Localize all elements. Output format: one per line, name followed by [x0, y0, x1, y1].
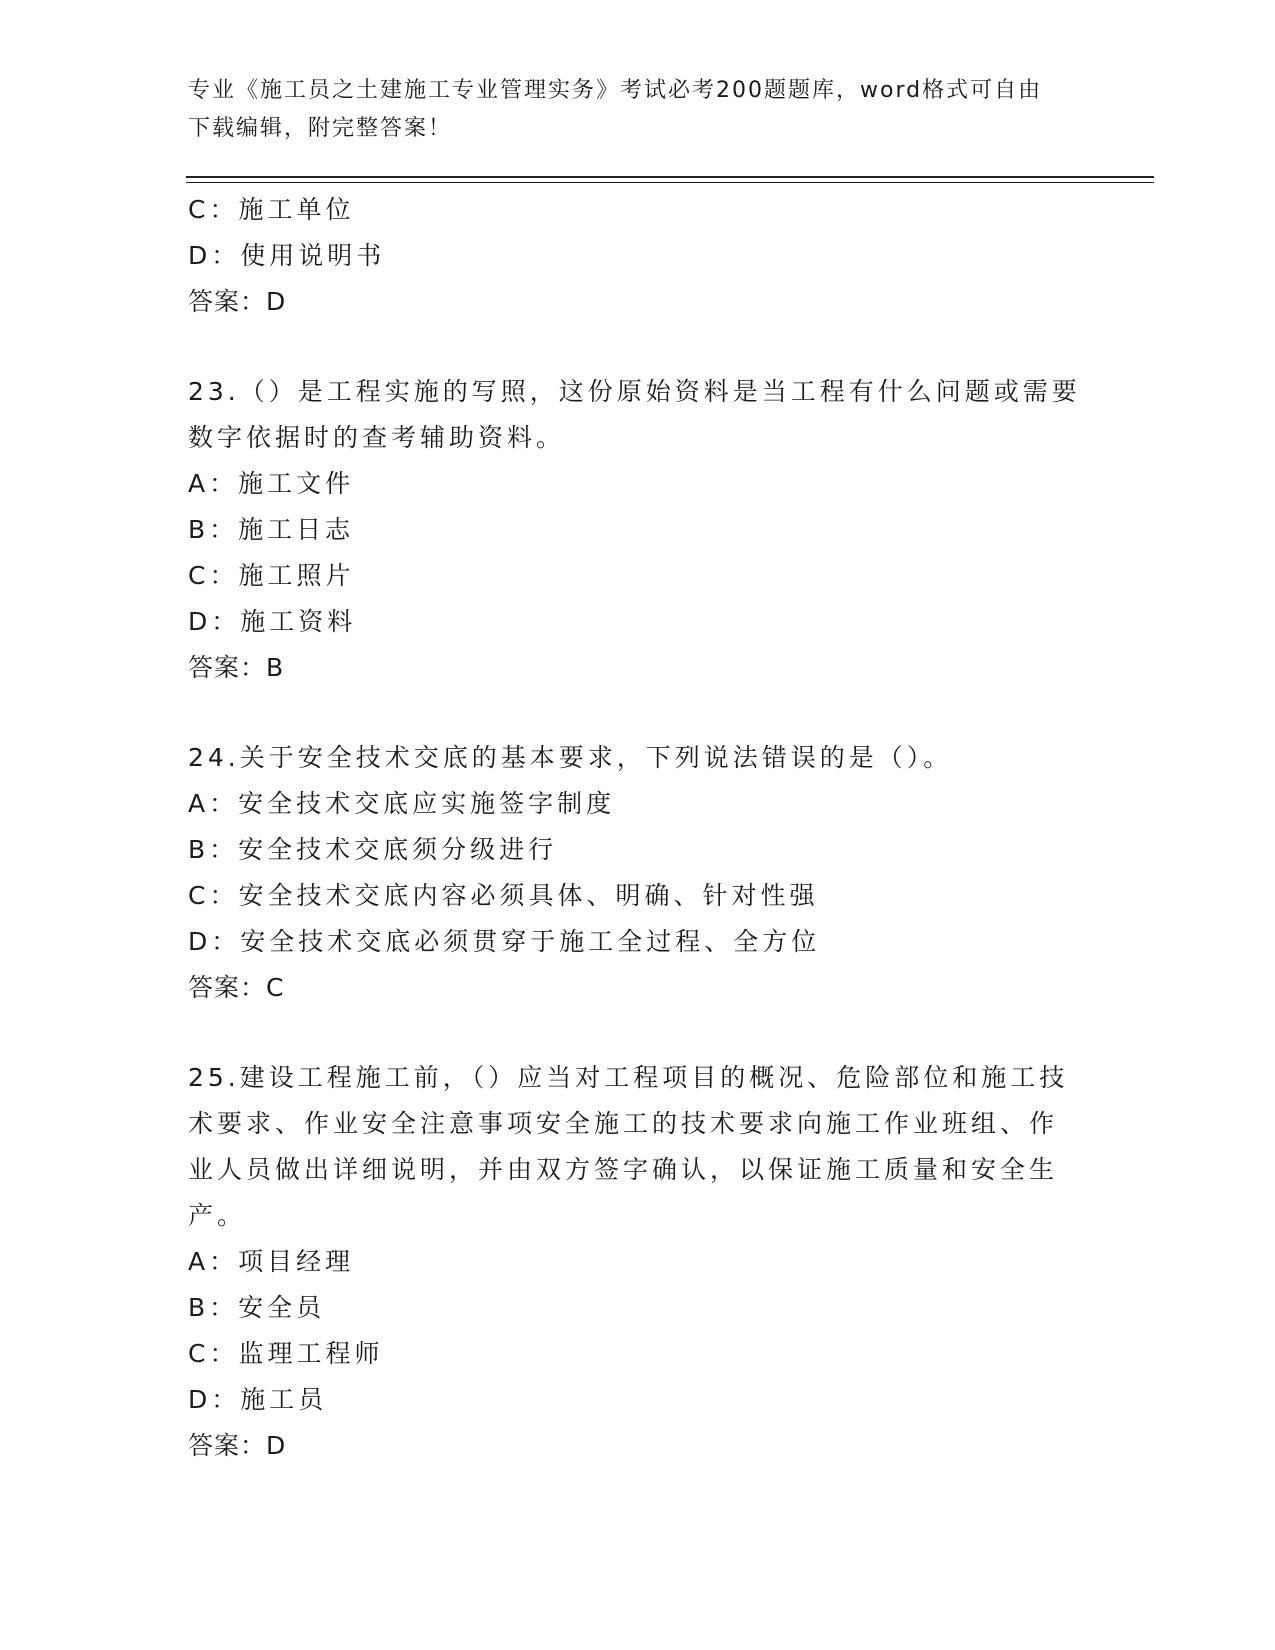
answer-line: 答案：D [188, 287, 287, 316]
option-d: D：使用说明书 [188, 241, 386, 270]
spacer [188, 1011, 1088, 1055]
option-a: A：施工文件 [188, 469, 355, 498]
option-b: B：安全技术交底须分级进行 [188, 835, 558, 864]
header-divider-thick [186, 176, 1154, 178]
continued-question [188, 187, 1088, 325]
header-line-2: 下载编辑，附完整答案！ [188, 116, 453, 141]
option-b: B：安全员 [188, 1293, 326, 1322]
option-b: B：施工日志 [188, 515, 355, 544]
option-a: A：项目经理 [188, 1247, 355, 1276]
question-content [188, 187, 1088, 1469]
header-line-1: 专业《施工员之土建施工专业管理实务》考试必考200题题库，word格式可自由 [188, 78, 1043, 103]
question-23 [188, 369, 1088, 691]
answer-line: 答案：D [188, 1431, 287, 1460]
question-text-line: 数字依据时的查考辅助资料。 [188, 423, 566, 452]
spacer [188, 691, 1088, 735]
question-text-line: 产。 [188, 1201, 247, 1230]
question-text-line: 术要求、作业安全注意事项安全施工的技术要求向施工作业班组、作 [188, 1109, 1059, 1138]
option-d: D：施工资料 [188, 607, 357, 636]
question-text-line: 25.建设工程施工前，（）应当对工程项目的概况、危险部位和施工技 [188, 1063, 1069, 1092]
answer-line: 答案：B [188, 653, 285, 682]
option-d: D：安全技术交底必须贯穿于施工全过程、全方位 [188, 927, 821, 956]
question-text-line: 24.关于安全技术交底的基本要求，下列说法错误的是（）。 [188, 743, 953, 772]
option-c: C：施工单位 [188, 195, 355, 224]
option-a: A：安全技术交底应实施签字制度 [188, 789, 616, 818]
question-text-line: 23.（）是工程实施的写照，这份原始资料是当工程有什么问题或需要 [188, 377, 1081, 406]
question-text-line: 业人员做出详细说明，并由双方签字确认，以保证施工质量和安全生 [188, 1155, 1059, 1184]
document-header [188, 72, 1068, 148]
option-c: C：监理工程师 [188, 1339, 384, 1368]
option-c: C：安全技术交底内容必须具体、明确、针对性强 [188, 881, 819, 910]
spacer [188, 325, 1088, 369]
header-divider-thin [186, 182, 1154, 183]
option-d: D：施工员 [188, 1385, 328, 1414]
question-24 [188, 735, 1088, 1011]
question-25 [188, 1055, 1088, 1469]
option-c: C：施工照片 [188, 561, 355, 590]
answer-line: 答案：C [188, 973, 285, 1002]
